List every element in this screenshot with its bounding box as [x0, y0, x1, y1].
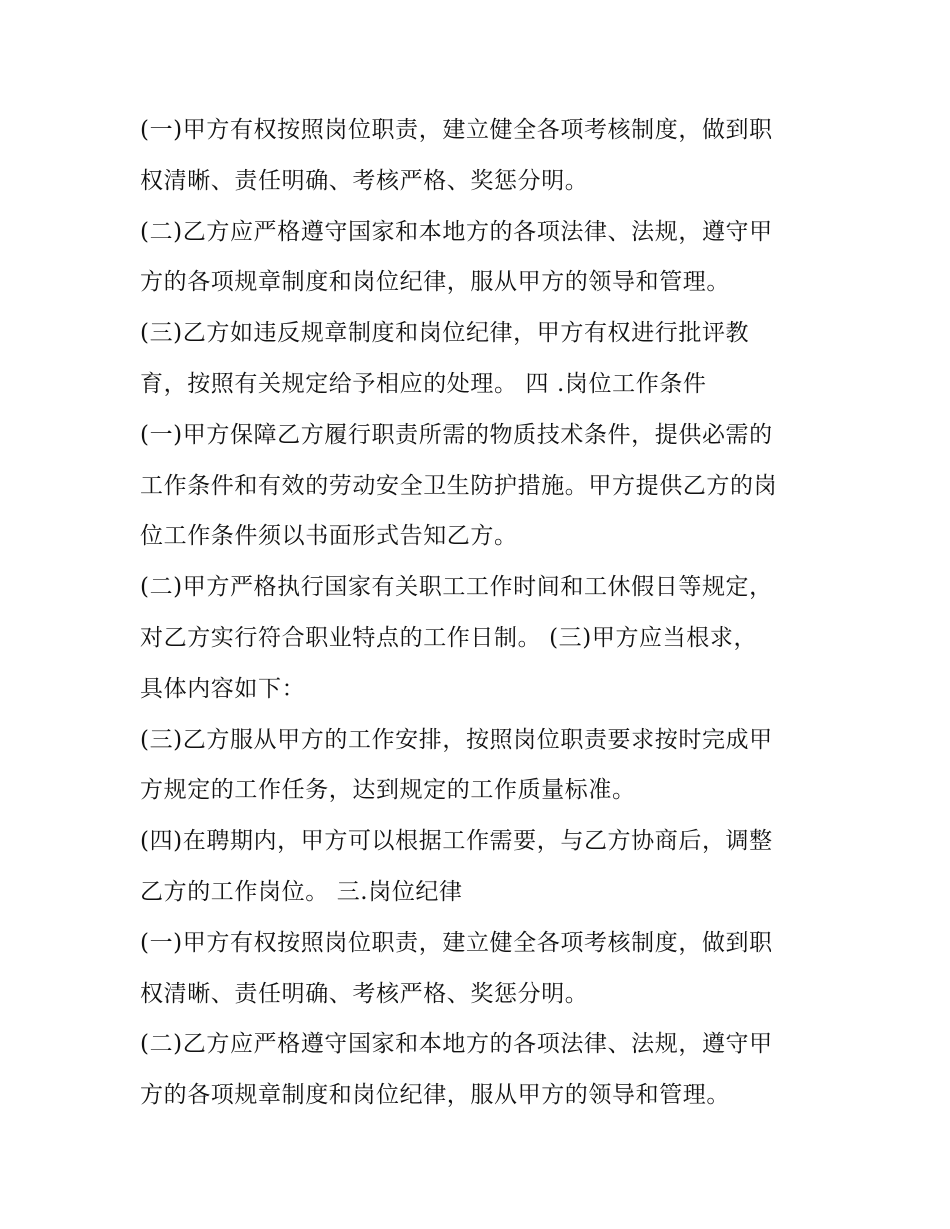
text-line: (一)甲方有权按照岗位职责，建立健全各项考核制度，做到职 [140, 929, 773, 956]
text-line: 方规定的工作任务，达到规定的工作质量标准。 [140, 777, 636, 804]
text-line: 位工作条件须以书面形式告知乙方。 [140, 523, 518, 550]
text-line: 权清晰、责任明确、考核严格、奖惩分明。 [140, 167, 589, 194]
text-line: 权清晰、责任明确、考核严格、奖惩分明。 [140, 980, 589, 1007]
text-line: 乙方的工作岗位。 三.岗位纪律 [140, 878, 463, 905]
text-line: (一)甲方保障乙方履行职责所需的物质技术条件，提供必需的 [140, 421, 773, 448]
text-line: (四)在聘期内，甲方可以根据工作需要，与乙方协商后，调整 [140, 828, 773, 855]
text-line: 对乙方实行符合职业特点的工作日制。 (三)甲方应当根求， [140, 624, 758, 651]
text-line: 具体内容如下： [140, 675, 306, 702]
text-line: (二)甲方严格执行国家有关职工工作时间和工休假日等规定， [140, 574, 773, 601]
text-line: (三)乙方如违反规章制度和岗位纪律，甲方有权进行批评教 [140, 320, 750, 347]
text-line: 工作条件和有效的劳动安全卫生防护措施。甲方提供乙方的岗 [140, 472, 778, 499]
text-line: 育，按照有关规定给予相应的处理。 四 .岗位工作条件 [140, 370, 707, 397]
text-line: (一)甲方有权按照岗位职责，建立健全各项考核制度，做到职 [140, 117, 773, 143]
text-line: (二)乙方应严格遵守国家和本地方的各项法律、法规，遵守甲 [140, 218, 773, 245]
text-line: 方的各项规章制度和岗位纪律，服从甲方的领导和管理。 [140, 1082, 730, 1109]
text-line: 方的各项规章制度和岗位纪律，服从甲方的领导和管理。 [140, 269, 730, 296]
document-body [140, 105, 830, 1121]
text-line: (二)乙方应严格遵守国家和本地方的各项法律、法规，遵守甲 [140, 1031, 773, 1058]
text-line: (三)乙方服从甲方的工作安排，按照岗位职责要求按时完成甲 [140, 726, 773, 753]
